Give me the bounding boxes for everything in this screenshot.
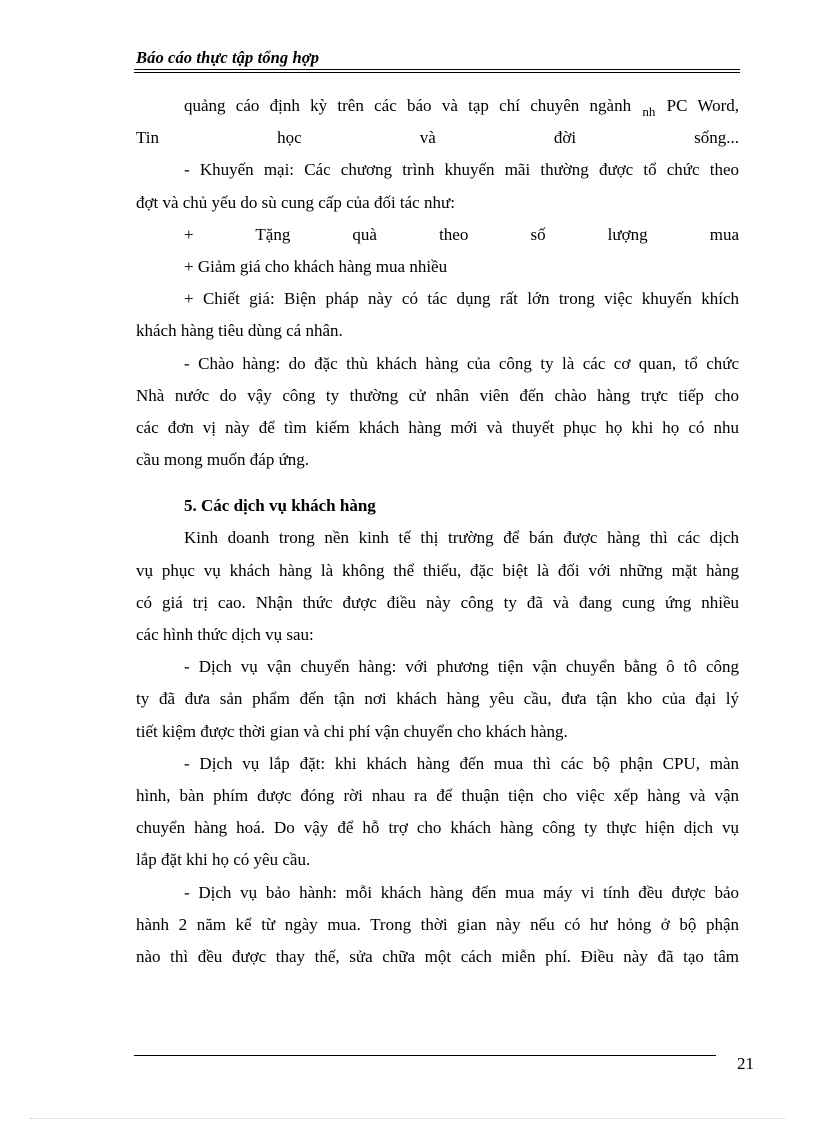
text-line: khách hàng tiêu dùng cá nhân.: [136, 321, 343, 341]
text-line: ty đã đưa sản phẩm đến tận nơi khách hàng yêu cầu, đưa tận kho của đại lý: [136, 689, 739, 709]
text-line: cầu mong muốn đáp ứng.: [136, 450, 310, 470]
text-line: có giá trị cao. Nhận thức được điều này công ty đã và đang cung ứng nhiều: [136, 592, 739, 612]
text-line: chuyển hàng hoá. Do vậy để hỗ trợ cho khách hàng công ty thực hiện dịch vụ: [136, 818, 739, 838]
text-line: + Chiết giá: Biện pháp này có tác dụng rất lớn trong việc khuyến khích: [184, 289, 739, 309]
text-fragment: quảng cáo định kỳ trên các báo và tạp chí chuyên ngành: [184, 96, 632, 115]
page-bottom-dotted-edge: [30, 1118, 786, 1119]
page-number: 21: [737, 1054, 754, 1073]
header-double-rule: [134, 69, 740, 73]
text-line: tiết kiệm được thời gian và chi phí vận chuyển cho khách hàng.: [136, 721, 568, 741]
paragraph-gap: [136, 476, 739, 490]
text-line: Kinh doanh trong nền kinh tế thị trường để bán được hàng thì các dịch: [184, 528, 739, 548]
text-line: Nhà nước do vậy công ty thường cử nhân viên đến chào hàng trực tiếp cho: [136, 385, 739, 405]
text-fragment: PC Word,: [666, 96, 739, 115]
text-line: vụ phục vụ khách hàng là không thể thiếu, đặc biệt là đối với những mặt hàng: [136, 560, 739, 580]
text-line: các đơn vị này để tìm kiếm khách hàng mới và thuyết phục họ khi họ có nhu: [136, 417, 739, 437]
text-line: - Khuyến mại: Các chương trình khuyến mãi thường được tổ chức theo: [184, 160, 739, 180]
text-line: đợt và chủ yếu do sù cung cấp của đối tác như:: [136, 192, 455, 212]
text-line: nào thì đều được thay thế, sửa chữa một cách miễn phí. Điều này đã tạo tâm: [136, 946, 739, 966]
text-line: Tin học và đời sống...: [136, 128, 739, 148]
text-line: - Dịch vụ lắp đặt: khi khách hàng đến mua thì các bộ phận CPU, màn: [184, 753, 739, 773]
text-line: lắp đặt khi họ có yêu cầu.: [136, 850, 311, 870]
text-line: - Dịch vụ bảo hành: mỗi khách hàng đến mua máy vi tính đều được bảo: [184, 882, 739, 902]
text-line: các hình thức dịch vụ sau:: [136, 625, 314, 644]
text-line: hình, bàn phím được đóng rời nhau ra để thuận tiện cho việc xếp hàng và vận: [136, 785, 739, 805]
text-line: + Tặng quà theo số lượng mua: [184, 224, 739, 244]
text-line: - Chào hàng: do đặc thù khách hàng của công ty là các cơ quan, tổ chức: [184, 353, 739, 373]
subscript-fragment: nh: [642, 104, 656, 119]
text-line: + Giảm giá cho khách hàng mua nhiều: [184, 256, 448, 276]
footer-rule: [134, 1055, 716, 1056]
text-line: - Dịch vụ vận chuyển hàng: với phương tiện vận chuyển bằng ô tô công: [184, 657, 739, 677]
document-body: [136, 90, 739, 973]
text-line: hành 2 năm kể từ ngày mua. Trong thời gian này nếu có hư hỏng ở bộ phận: [136, 914, 739, 934]
running-header-title: Báo cáo thực tập tổng hợp: [136, 48, 320, 67]
text-line: [136, 90, 739, 122]
section-heading: 5. Các dịch vụ khách hàng: [184, 496, 376, 516]
